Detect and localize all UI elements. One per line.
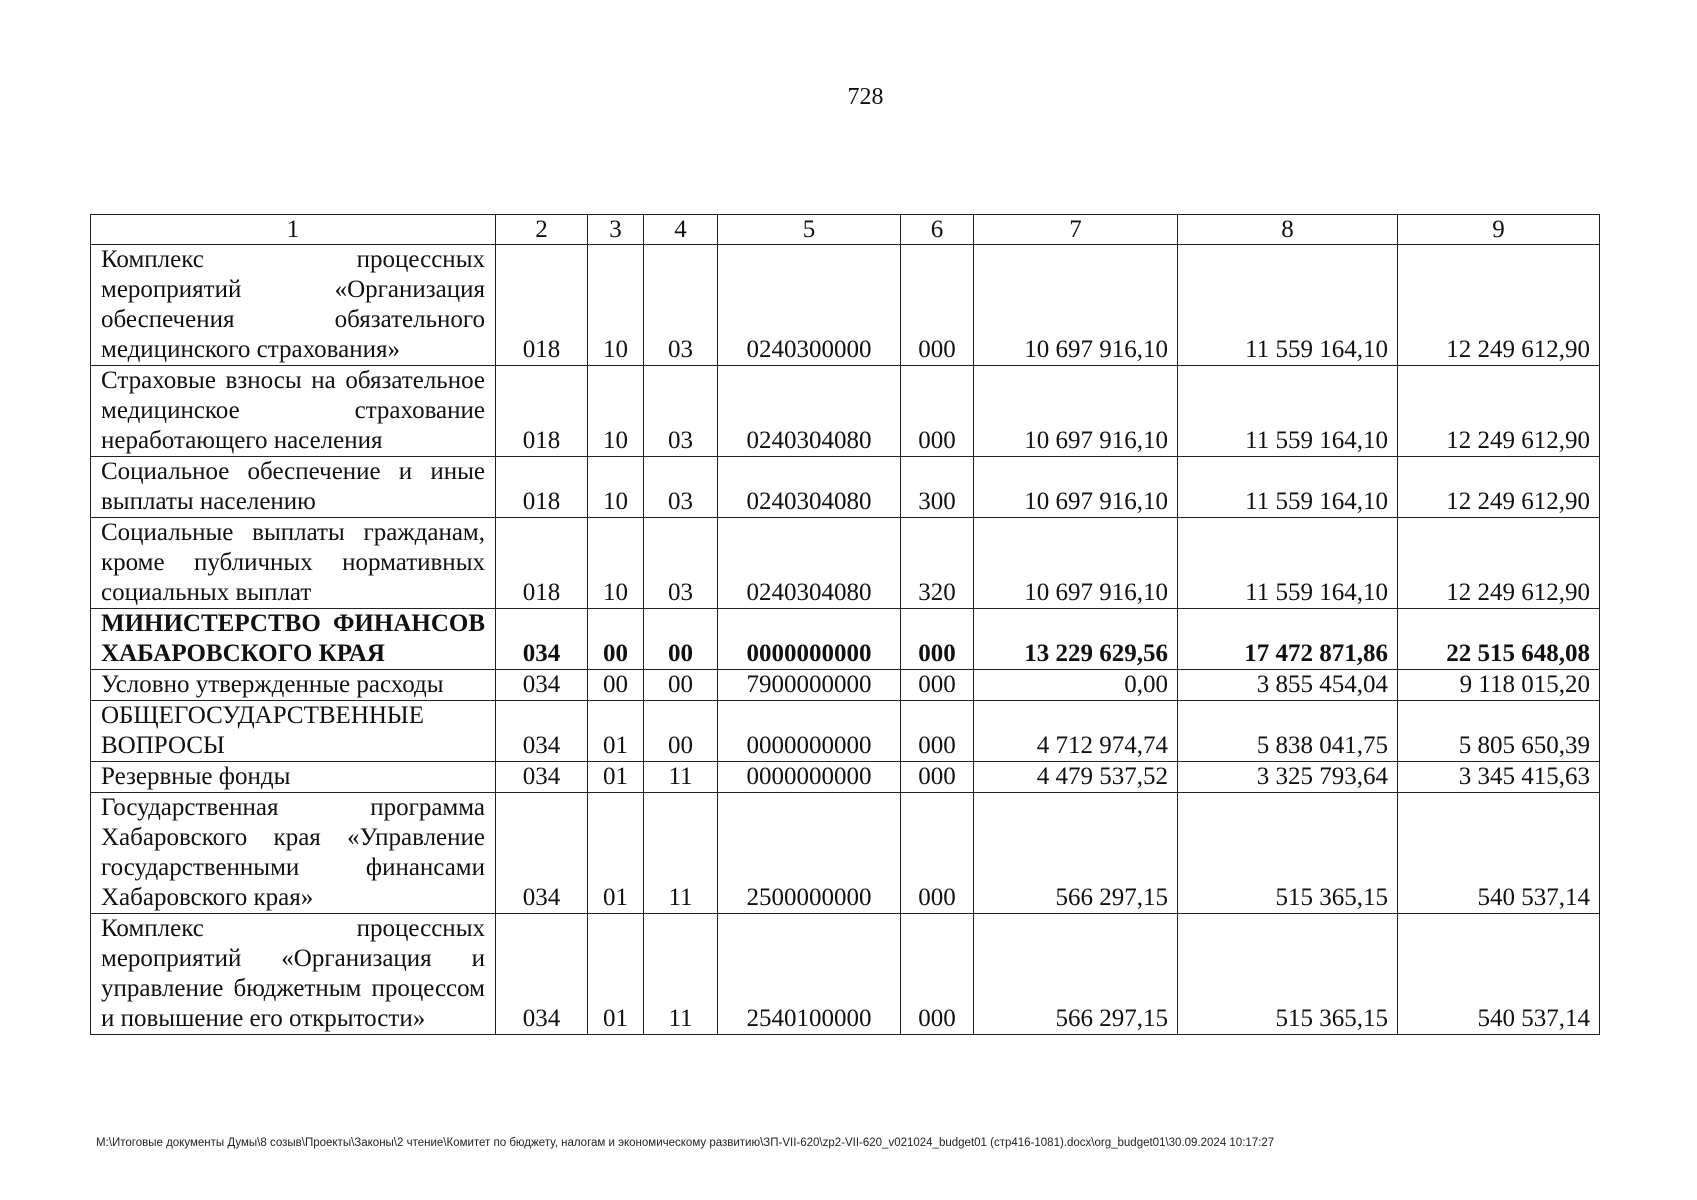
row-code-cell-4: 11 — [644, 793, 718, 914]
row-name-cell: Комплекс процессных мероприятий «Организация и управление бюджетным процессом и повышение его открытости» — [91, 914, 496, 1035]
table-row — [91, 701, 1600, 762]
header-cell-9: 9 — [1398, 215, 1600, 245]
row-amount-cell-8: 17 472 871,86 — [1178, 609, 1398, 670]
row-code-cell-4: 03 — [644, 245, 718, 366]
row-amount-cell-7: 566 297,15 — [974, 793, 1178, 914]
table-row — [91, 762, 1600, 793]
row-amount-cell-8: 11 559 164,10 — [1178, 245, 1398, 366]
row-amount-cell-7: 10 697 916,10 — [974, 457, 1178, 518]
row-amount-cell-7: 566 297,15 — [974, 914, 1178, 1035]
row-amount-cell-7: 10 697 916,10 — [974, 366, 1178, 457]
header-cell-8: 8 — [1178, 215, 1398, 245]
row-code-cell-6: 000 — [901, 762, 974, 793]
row-amount-cell-7: 10 697 916,10 — [974, 518, 1178, 609]
row-code-cell-5: 0000000000 — [718, 701, 901, 762]
row-amount-cell-9: 12 249 612,90 — [1398, 457, 1600, 518]
row-name-cell: Социальное обеспечение и иные выплаты населению — [91, 457, 496, 518]
row-code-cell-2: 018 — [496, 457, 588, 518]
row-name-cell: Резервные фонды — [91, 762, 496, 793]
row-code-cell-3: 00 — [588, 670, 644, 701]
header-cell-2: 2 — [496, 215, 588, 245]
row-code-cell-6: 300 — [901, 457, 974, 518]
row-code-cell-2: 018 — [496, 245, 588, 366]
row-name-cell: Социальные выплаты гражданам, кроме публичных нормативных социальных выплат — [91, 518, 496, 609]
row-amount-cell-8: 3 855 454,04 — [1178, 670, 1398, 701]
row-code-cell-5: 2500000000 — [718, 793, 901, 914]
row-code-cell-2: 018 — [496, 518, 588, 609]
header-cell-7: 7 — [974, 215, 1178, 245]
row-code-cell-5: 2540100000 — [718, 914, 901, 1035]
row-amount-cell-9: 5 805 650,39 — [1398, 701, 1600, 762]
row-name-cell: Условно утвержденные расходы — [91, 670, 496, 701]
row-code-cell-5: 0000000000 — [718, 762, 901, 793]
row-code-cell-2: 018 — [496, 366, 588, 457]
row-code-cell-2: 034 — [496, 701, 588, 762]
row-name-cell: Комплекс процессных мероприятий «Организация обеспечения обязательного медицинского страхования» — [91, 245, 496, 366]
row-code-cell-2: 034 — [496, 670, 588, 701]
row-amount-cell-7: 13 229 629,56 — [974, 609, 1178, 670]
table-body — [91, 215, 1600, 1035]
page-number: 728 — [847, 84, 884, 110]
row-code-cell-3: 10 — [588, 366, 644, 457]
row-code-cell-5: 7900000000 — [718, 670, 901, 701]
table-row — [91, 793, 1600, 914]
row-code-cell-3: 01 — [588, 762, 644, 793]
row-code-cell-2: 034 — [496, 914, 588, 1035]
row-code-cell-3: 01 — [588, 914, 644, 1035]
row-amount-cell-9: 12 249 612,90 — [1398, 245, 1600, 366]
table-header-row — [91, 215, 1600, 245]
row-amount-cell-7: 0,00 — [974, 670, 1178, 701]
row-code-cell-2: 034 — [496, 793, 588, 914]
row-code-cell-6: 000 — [901, 245, 974, 366]
header-cell-4: 4 — [644, 215, 718, 245]
row-code-cell-3: 10 — [588, 518, 644, 609]
row-code-cell-6: 000 — [901, 793, 974, 914]
header-cell-5: 5 — [718, 215, 901, 245]
row-name-cell: Государственная программа Хабаровского края «Управление государственными финансами Хабаровского края» — [91, 793, 496, 914]
row-code-cell-4: 00 — [644, 701, 718, 762]
header-cell-1: 1 — [91, 215, 496, 245]
row-code-cell-4: 11 — [644, 914, 718, 1035]
row-amount-cell-9: 3 345 415,63 — [1398, 762, 1600, 793]
row-code-cell-5: 0240300000 — [718, 245, 901, 366]
row-code-cell-3: 01 — [588, 793, 644, 914]
row-code-cell-3: 10 — [588, 457, 644, 518]
header-cell-6: 6 — [901, 215, 974, 245]
row-code-cell-2: 034 — [496, 762, 588, 793]
row-amount-cell-9: 9 118 015,20 — [1398, 670, 1600, 701]
row-amount-cell-7: 4 479 537,52 — [974, 762, 1178, 793]
row-amount-cell-9: 540 537,14 — [1398, 793, 1600, 914]
row-code-cell-6: 000 — [901, 914, 974, 1035]
row-name-cell: Страховые взносы на обязательное медицинское страхование неработающего населения — [91, 366, 496, 457]
row-amount-cell-9: 540 537,14 — [1398, 914, 1600, 1035]
row-code-cell-3: 01 — [588, 701, 644, 762]
row-code-cell-2: 034 — [496, 609, 588, 670]
row-name-cell: ОБЩЕГОСУДАРСТВЕННЫЕ ВОПРОСЫ — [91, 701, 496, 762]
row-amount-cell-9: 12 249 612,90 — [1398, 518, 1600, 609]
table-row — [91, 518, 1600, 609]
table-row — [91, 245, 1600, 366]
budget-table — [90, 214, 1600, 1035]
table-row — [91, 457, 1600, 518]
row-code-cell-4: 00 — [644, 609, 718, 670]
row-code-cell-3: 00 — [588, 609, 644, 670]
row-amount-cell-7: 10 697 916,10 — [974, 245, 1178, 366]
row-amount-cell-9: 12 249 612,90 — [1398, 366, 1600, 457]
document-file-path: M:\Итоговые документы Думы\8 созыв\Проекты\Законы\2 чтение\Комитет по бюджету, налогам и экономическому развитию\ЗП-VII-620\zp2-VII-620_v021024_budget01 (стр416-1081).docx\org_budget01\30.09.2024 10:17:27 — [96, 1137, 1275, 1149]
row-code-cell-6: 000 — [901, 366, 974, 457]
row-code-cell-4: 03 — [644, 457, 718, 518]
row-code-cell-5: 0240304080 — [718, 457, 901, 518]
row-amount-cell-8: 11 559 164,10 — [1178, 366, 1398, 457]
table-row — [91, 366, 1600, 457]
table-row — [91, 670, 1600, 701]
row-amount-cell-8: 11 559 164,10 — [1178, 457, 1398, 518]
row-amount-cell-9: 22 515 648,08 — [1398, 609, 1600, 670]
table-row — [91, 609, 1600, 670]
row-amount-cell-7: 4 712 974,74 — [974, 701, 1178, 762]
row-amount-cell-8: 3 325 793,64 — [1178, 762, 1398, 793]
row-code-cell-6: 000 — [901, 701, 974, 762]
header-cell-3: 3 — [588, 215, 644, 245]
row-code-cell-5: 0240304080 — [718, 518, 901, 609]
row-code-cell-6: 000 — [901, 609, 974, 670]
row-code-cell-4: 03 — [644, 518, 718, 609]
row-amount-cell-8: 515 365,15 — [1178, 914, 1398, 1035]
row-code-cell-6: 320 — [901, 518, 974, 609]
row-amount-cell-8: 11 559 164,10 — [1178, 518, 1398, 609]
row-code-cell-3: 10 — [588, 245, 644, 366]
row-code-cell-6: 000 — [901, 670, 974, 701]
row-amount-cell-8: 515 365,15 — [1178, 793, 1398, 914]
row-code-cell-4: 03 — [644, 366, 718, 457]
row-code-cell-5: 0240304080 — [718, 366, 901, 457]
row-code-cell-4: 11 — [644, 762, 718, 793]
row-amount-cell-8: 5 838 041,75 — [1178, 701, 1398, 762]
table-row — [91, 914, 1600, 1035]
row-code-cell-5: 0000000000 — [718, 609, 901, 670]
row-code-cell-4: 00 — [644, 670, 718, 701]
row-name-cell: МИНИСТЕРСТВО ФИНАНСОВ ХАБАРОВСКОГО КРАЯ — [91, 609, 496, 670]
